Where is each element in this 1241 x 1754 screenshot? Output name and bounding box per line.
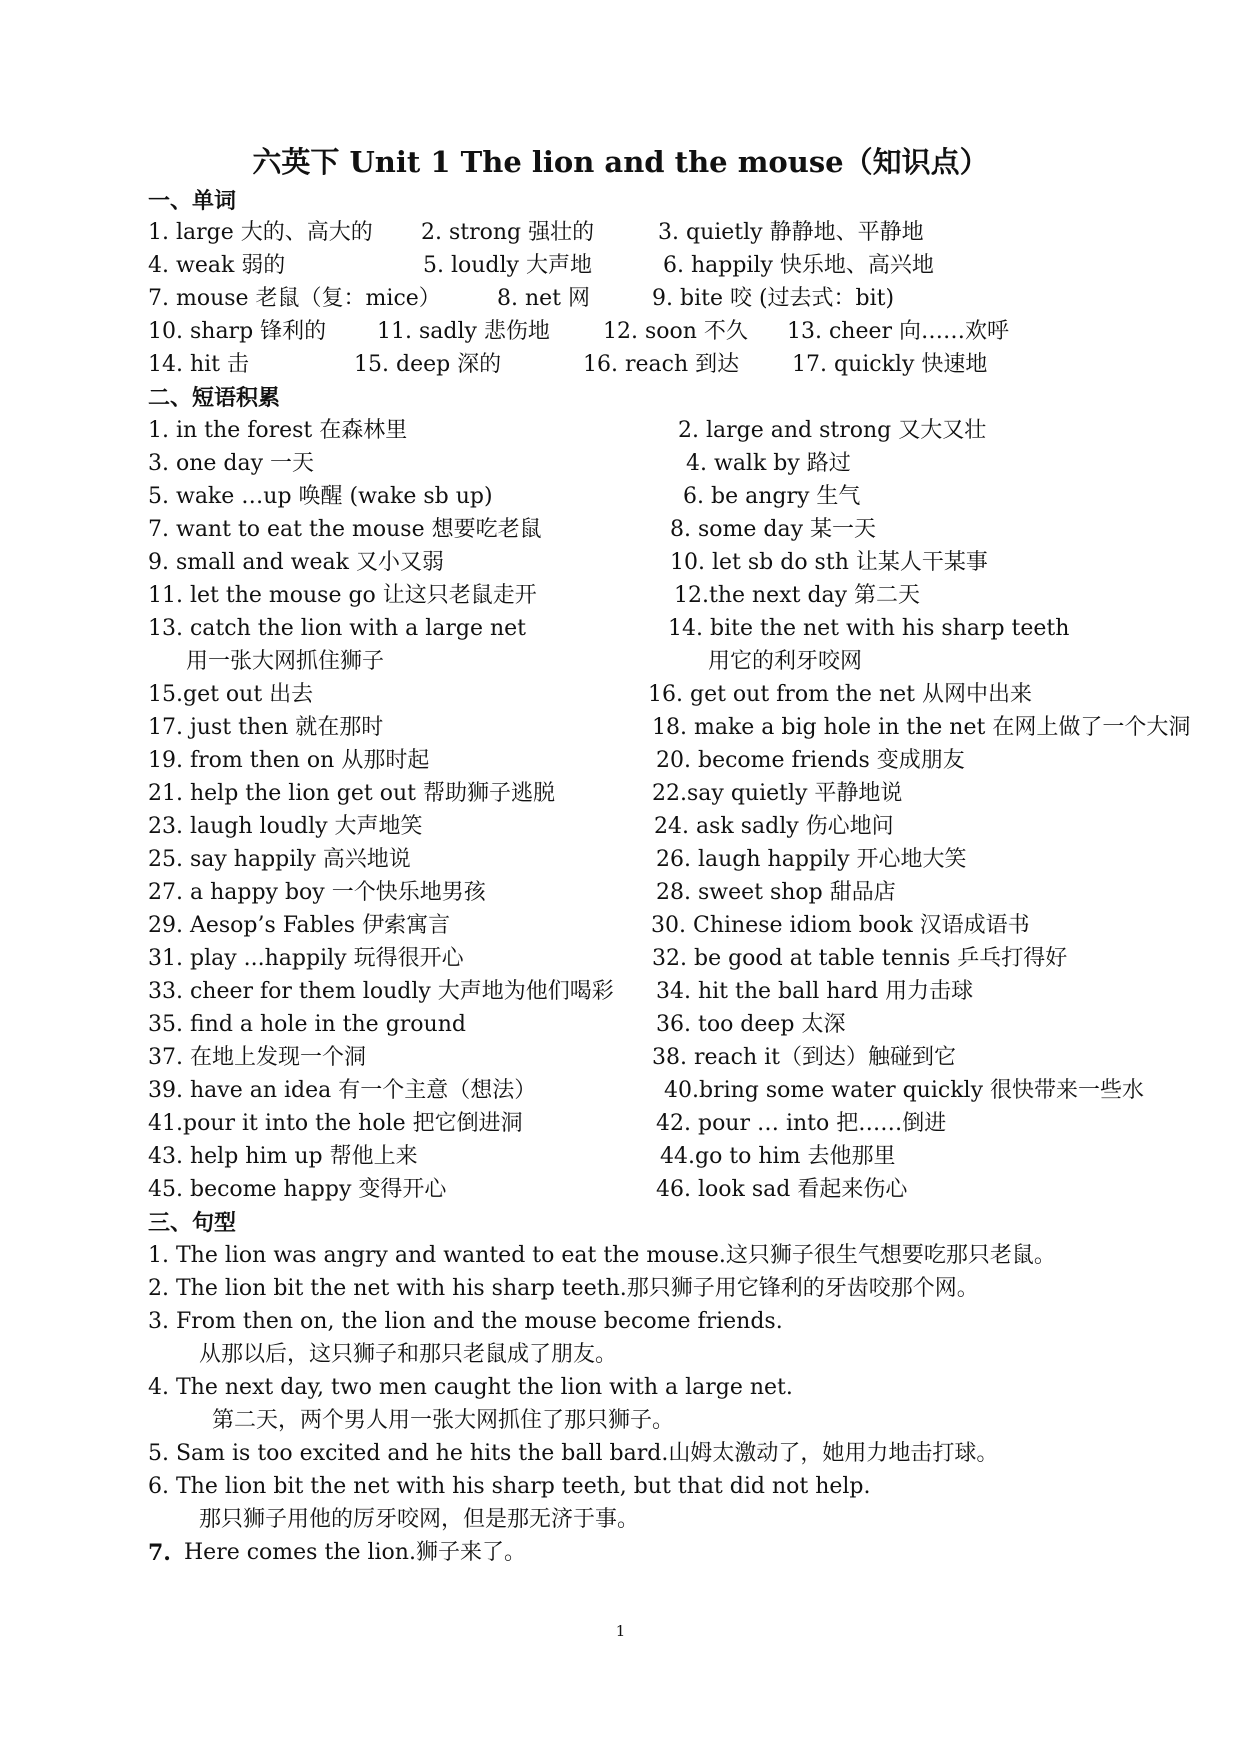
phrase-item: 7. want to eat the mouse 想要吃老鼠 <box>148 517 542 542</box>
sentence-item: 1. The lion was angry and wanted to eat the mouse.这只狮子很生气想要吃那只老鼠。 <box>148 1243 1056 1268</box>
phrase-item: 17. just then 就在那时 <box>148 715 384 740</box>
phrase-item: 39. have an idea 有一个主意（想法） <box>148 1078 537 1103</box>
phrase-item: 24. ask sadly 伤心地问 <box>654 814 894 839</box>
phrase-item: 46. look sad 看起来伤心 <box>656 1177 908 1202</box>
word-item: 15. deep 深的 <box>354 352 502 377</box>
phrase-item: 40.bring some water quickly 很快带来一些水 <box>664 1078 1144 1103</box>
phrase-item: 38. reach it（到达）触碰到它 <box>652 1045 956 1070</box>
phrase-item: 3. one day 一天 <box>148 451 315 476</box>
word-item: 12. soon 不久 <box>603 319 748 344</box>
phrase-item: 31. play ...happily 玩得很开心 <box>148 946 464 971</box>
phrase-item: 8. some day 某一天 <box>670 517 877 542</box>
phrase-item: 33. cheer for them loudly 大声地为他们喝彩 <box>148 979 614 1004</box>
phrase-item: 42. pour … into 把……倒进 <box>656 1111 947 1136</box>
phrase-item: 15.get out 出去 <box>148 682 314 707</box>
phrase-item: 13. catch the lion with a large net <box>148 616 527 641</box>
word-item: 7. mouse 老鼠（复：mice） <box>148 286 441 311</box>
word-item: 16. reach 到达 <box>583 352 740 377</box>
word-item: 17. quickly 快速地 <box>792 352 988 377</box>
sentence-translation: 那只狮子用他的厉牙咬网，但是那无济于事。 <box>199 1507 640 1532</box>
sentence-item: Here comes the lion.狮子来了。 <box>184 1540 526 1565</box>
sentence-item: 3. From then on, the lion and the mouse become friends. <box>148 1309 783 1334</box>
phrase-item: 26. laugh happily 开心地大笑 <box>656 847 967 872</box>
phrase-item: 25. say happily 高兴地说 <box>148 847 411 872</box>
sentence-item: 5. Sam is too excited and he hits the ball bard.山姆太激动了，她用力地击打球。 <box>148 1441 999 1466</box>
word-item: 11. sadly 悲伤地 <box>377 319 550 344</box>
phrase-item: 9. small and weak 又小又弱 <box>148 550 444 575</box>
sentence-translation: 从那以后，这只狮子和那只老鼠成了朋友。 <box>199 1342 618 1367</box>
phrase-item: 37. 在地上发现一个洞 <box>148 1045 366 1070</box>
word-item: 8. net 网 <box>497 286 591 311</box>
sentence-item: 6. The lion bit the net with his sharp teeth, but that did not help. <box>148 1474 871 1499</box>
phrase-item: 6. be angry 生气 <box>683 484 861 509</box>
phrase-item: 45. become happy 变得开心 <box>148 1177 447 1202</box>
phrase-item: 11. let the mouse go 让这只老鼠走开 <box>148 583 537 608</box>
word-item: 14. hit 击 <box>148 352 250 377</box>
phrase-item: 4. walk by 路过 <box>686 451 851 476</box>
phrase-item: 22.say quietly 平静地说 <box>652 781 903 806</box>
word-item: 2. strong 强壮的 <box>421 220 595 245</box>
phrase-item: 35. find a hole in the ground <box>148 1012 466 1037</box>
phrase-item: 30. Chinese idiom book 汉语成语书 <box>651 913 1030 938</box>
phrase-item: 14. bite the net with his sharp teeth <box>668 616 1070 641</box>
phrase-translation: 用一张大网抓住狮子 <box>186 649 385 674</box>
phrase-item: 2. large and strong 又大又壮 <box>678 418 987 443</box>
phrase-item: 1. in the forest 在森林里 <box>148 418 408 443</box>
phrase-item: 28. sweet shop 甜品店 <box>656 880 896 905</box>
phrase-item: 16. get out from the net 从网中出来 <box>648 682 1032 707</box>
page-title: 六英下 Unit 1 The lion and the mouse（知识点） <box>252 145 989 179</box>
phrase-item: 43. help him up 帮他上来 <box>148 1144 418 1169</box>
phrase-item: 44.go to him 去他那里 <box>660 1144 896 1169</box>
phrase-item: 34. hit the ball hard 用力击球 <box>656 979 974 1004</box>
word-item: 1. large 大的、高大的 <box>148 220 373 245</box>
phrase-item: 36. too deep 太深 <box>656 1012 846 1037</box>
phrase-item: 41.pour it into the hole 把它倒进洞 <box>148 1111 523 1136</box>
section-heading-phrases: 二、短语积累 <box>148 385 281 411</box>
phrase-translation: 用它的利牙咬网 <box>708 649 863 674</box>
word-item: 3. quietly 静静地、平静地 <box>658 220 924 245</box>
page-number: 1 <box>615 1622 626 1640</box>
word-item: 6. happily 快乐地、高兴地 <box>663 253 934 278</box>
sentence-item: 4. The next day, two men caught the lion with a large net. <box>148 1375 793 1400</box>
phrase-item: 23. laugh loudly 大声地笑 <box>148 814 423 839</box>
sentence-number: 7. <box>148 1540 171 1566</box>
phrase-item: 27. a happy boy 一个快乐地男孩 <box>148 880 486 905</box>
sentence-item: 2. The lion bit the net with his sharp teeth.那只狮子用它锋利的牙齿咬那个网。 <box>148 1276 979 1301</box>
phrase-item: 29. Aesop’s Fables 伊索寓言 <box>148 913 451 938</box>
phrase-item: 12.the next day 第二天 <box>674 583 921 608</box>
phrase-item: 18. make a big hole in the net 在网上做了一个大洞 <box>652 715 1191 740</box>
section-heading-words: 一、单词 <box>148 188 237 214</box>
word-item: 13. cheer 向……欢呼 <box>787 319 1010 344</box>
phrase-item: 32. be good at table tennis 乒乓打得好 <box>652 946 1068 971</box>
word-item: 9. bite 咬 (过去式：bit) <box>652 286 895 311</box>
phrase-item: 21. help the lion get out 帮助狮子逃脱 <box>148 781 555 806</box>
phrase-item: 19. from then on 从那时起 <box>148 748 430 773</box>
word-item: 4. weak 弱的 <box>148 253 286 278</box>
phrase-item: 20. become friends 变成朋友 <box>656 748 965 773</box>
phrase-item: 5. wake …up 唤醒 (wake sb up) <box>148 484 493 509</box>
word-item: 5. loudly 大声地 <box>423 253 592 278</box>
phrase-item: 10. let sb do sth 让某人干某事 <box>670 550 988 575</box>
sentence-translation: 第二天，两个男人用一张大网抓住了那只狮子。 <box>212 1408 675 1433</box>
section-heading-sentences: 三、句型 <box>148 1210 237 1236</box>
word-item: 10. sharp 锋利的 <box>148 319 327 344</box>
